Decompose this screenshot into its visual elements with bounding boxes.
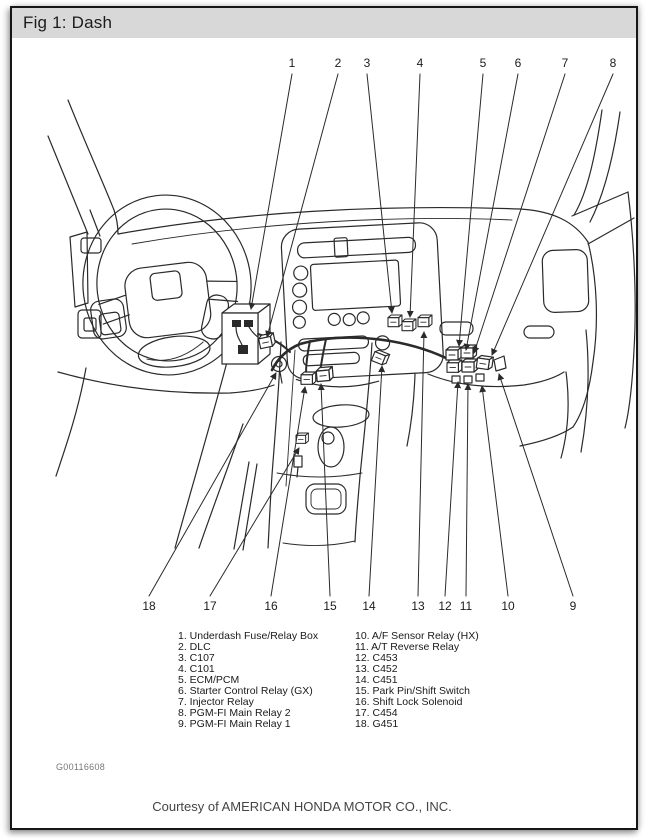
callout-17: 17 (203, 599, 217, 613)
legend-item: 16. Shift Lock Solenoid (355, 696, 463, 708)
leader-lines (149, 74, 613, 596)
legend-item: 4. C101 (178, 663, 215, 675)
legend-item: 2. DLC (178, 641, 211, 653)
legend-item: 17. C454 (355, 707, 398, 719)
callout-18: 18 (142, 599, 156, 613)
legend-right-column (355, 631, 479, 730)
legend-item: 9. PGM-FI Main Relay 1 (178, 718, 291, 730)
legend-item: 12. C453 (355, 652, 398, 664)
courtesy-credit: Courtesy of AMERICAN HONDA MOTOR CO., INC. (152, 799, 452, 814)
center-console (268, 342, 415, 548)
callout-7: 7 (561, 56, 569, 70)
callout-11: 11 (459, 599, 473, 613)
callout-10: 10 (501, 599, 515, 613)
relay-cluster (446, 345, 506, 383)
center-stack (280, 222, 444, 390)
callout-3: 3 (363, 56, 371, 70)
callout-12: 12 (438, 599, 452, 613)
callout-numbers (142, 56, 616, 613)
callout-9: 9 (569, 599, 577, 613)
callout-2: 2 (334, 56, 342, 70)
callout-4: 4 (416, 56, 424, 70)
legend-item: 11. A/T Reverse Relay (355, 641, 460, 653)
callout-14: 14 (362, 599, 376, 613)
legend-item: 7. Injector Relay (178, 696, 254, 708)
callout-16: 16 (264, 599, 278, 613)
legend-item: 13. C452 (355, 663, 398, 675)
legend-item: 1. Underdash Fuse/Relay Box (178, 630, 319, 642)
horn-emblem (150, 270, 183, 300)
shifter-plate (312, 403, 369, 429)
legend-item: 10. A/F Sensor Relay (HX) (355, 630, 479, 642)
legend-left-column (178, 631, 318, 730)
callout-8: 8 (609, 56, 617, 70)
legend-item: 3. C107 (178, 652, 215, 664)
callout-15: 15 (323, 599, 337, 613)
figure-title: Fig 1: Dash (23, 13, 113, 32)
steering-column-lines (175, 362, 257, 550)
legend-item: 5. ECM/PCM (178, 674, 240, 686)
callout-1: 1 (288, 56, 296, 70)
callout-13: 13 (411, 599, 425, 613)
legend-item: 6. Starter Control Relay (GX) (178, 685, 313, 697)
legend-item: 18. G451 (355, 718, 399, 730)
figure-code: G00116608 (56, 762, 106, 772)
callout-6: 6 (514, 56, 522, 70)
glove-box (542, 249, 589, 313)
callout-5: 5 (479, 56, 487, 70)
wiring-harness (272, 338, 452, 374)
pillars-and-windshield (48, 100, 635, 428)
legend-item: 8. PGM-FI Main Relay 2 (178, 707, 291, 719)
legend-item: 15. Park Pin/Shift Switch (355, 685, 470, 697)
legend-item: 14. C451 (355, 674, 398, 686)
